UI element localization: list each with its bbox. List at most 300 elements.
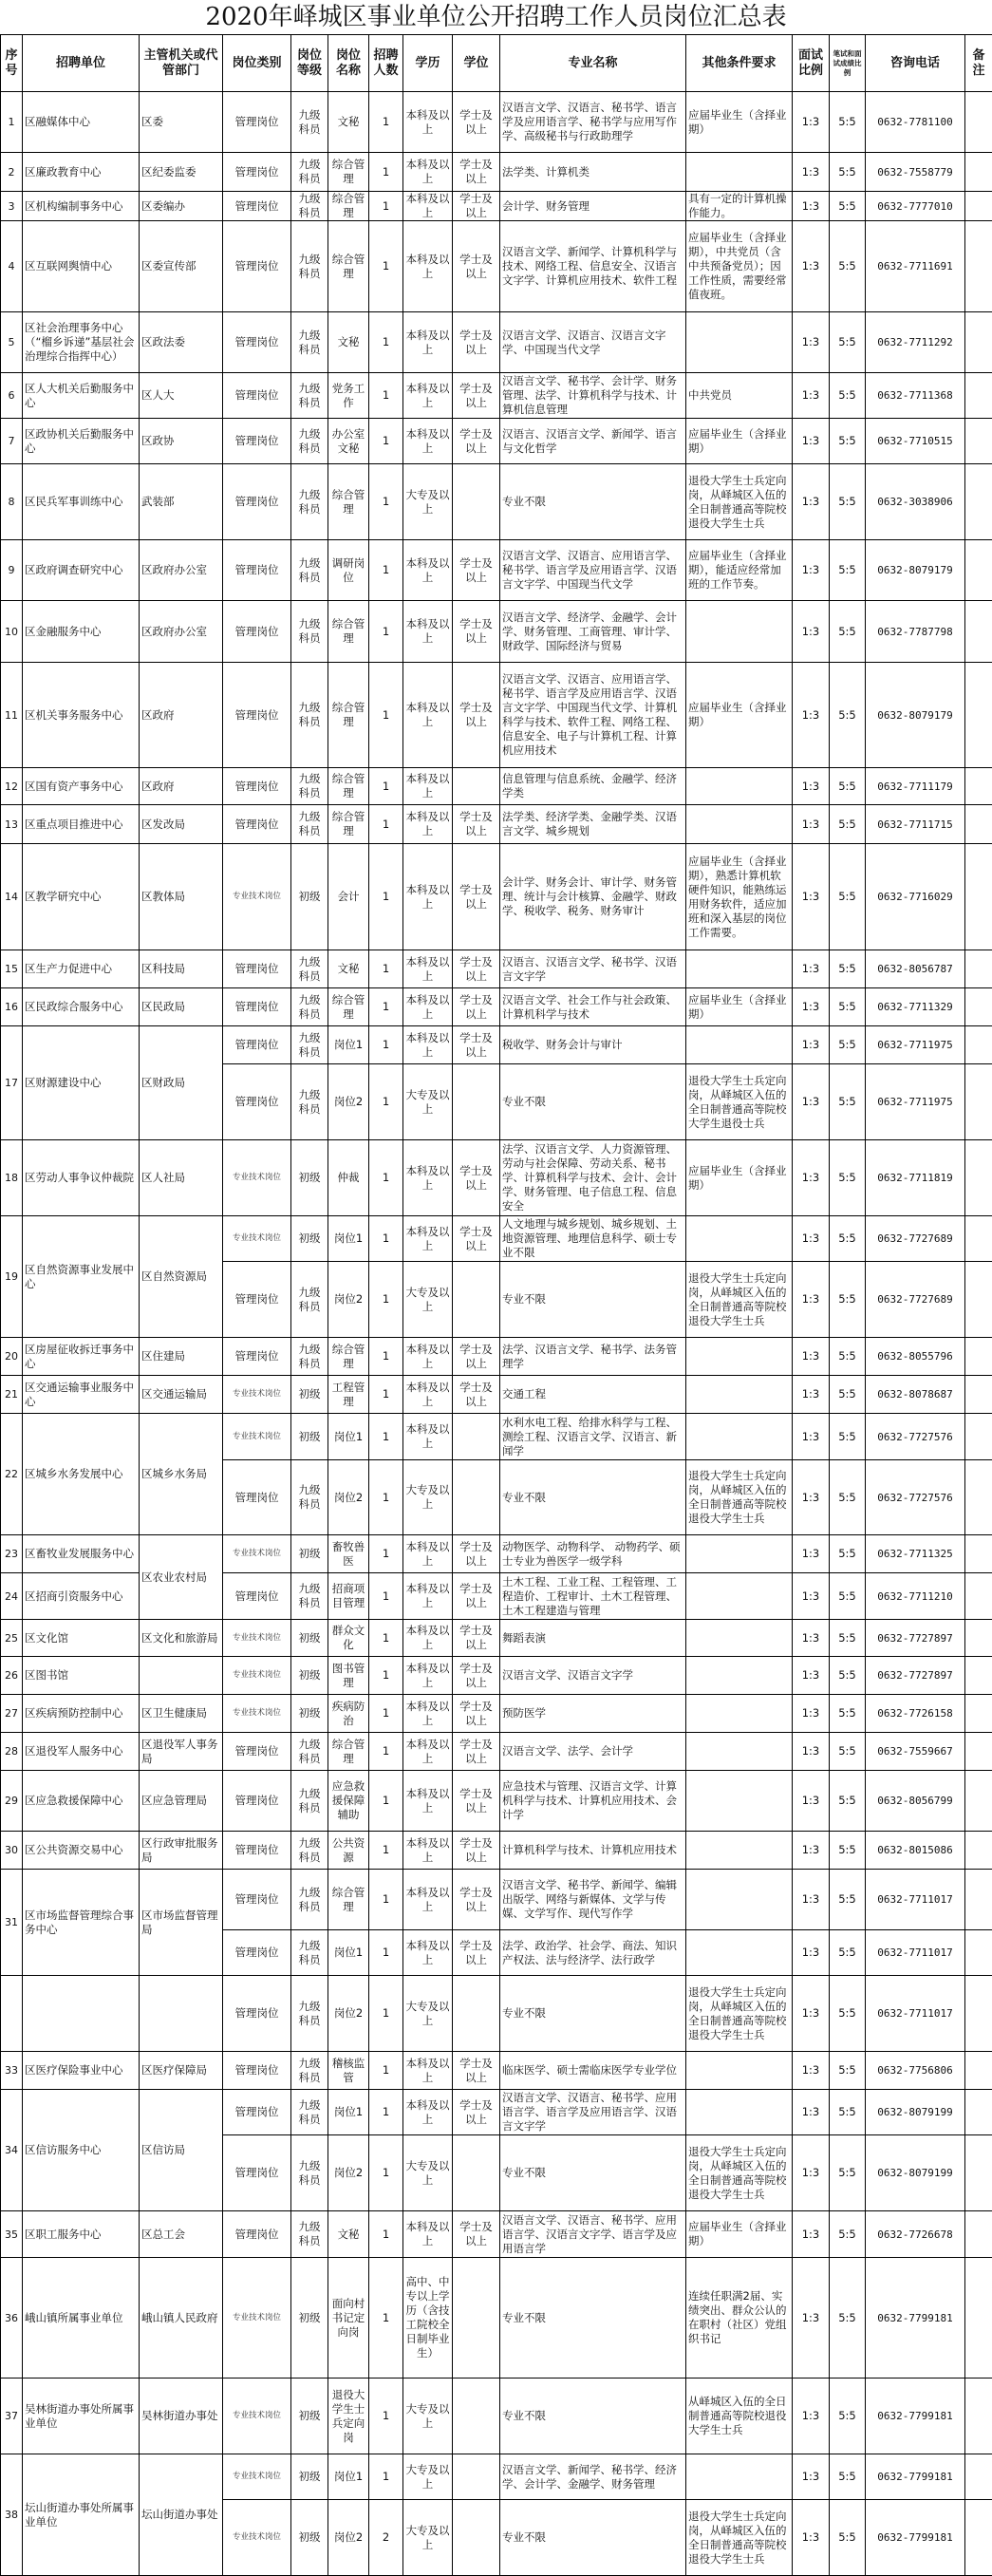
weight-cell: 5:5 — [830, 2379, 866, 2454]
degree-cell: 学士及以上 — [453, 1870, 500, 1930]
other-cell: 应届毕业生（含择业期） — [686, 92, 793, 153]
grade-cell: 九级科员 — [291, 663, 328, 768]
count-cell: 1 — [369, 1338, 403, 1376]
degree-cell — [453, 768, 500, 805]
type-cell: 管理岗位 — [223, 2052, 291, 2090]
other-cell — [686, 1771, 793, 1832]
major-cell: 专业不限 — [500, 1262, 686, 1338]
degree-cell — [453, 2379, 500, 2454]
phone-cell: 0632-7710515 — [866, 419, 965, 464]
type-cell: 管理岗位 — [223, 768, 291, 805]
count-cell: 1 — [369, 2052, 403, 2090]
edu-cell: 本科及以上 — [403, 1535, 453, 1573]
other-cell: 退役大学生士兵定向岗，从峄城区入伍的全日制普通高等院校退役大学生士兵 — [686, 2500, 793, 2576]
unit-cell: 区交通运输事业服务中心 — [23, 1376, 140, 1414]
dept-cell: 区教体局 — [140, 844, 223, 950]
dept-cell — [140, 1976, 223, 2052]
edu-cell: 本科及以上 — [403, 844, 453, 950]
count-cell: 1 — [369, 1930, 403, 1976]
type-cell: 管理岗位 — [223, 1026, 291, 1064]
weight-cell: 5:5 — [830, 2454, 866, 2500]
phone-cell: 0632-7711975 — [866, 1064, 965, 1140]
other-cell — [686, 312, 793, 373]
post-cell: 岗位1 — [328, 1026, 369, 1064]
other-cell — [686, 2454, 793, 2500]
phone-cell: 0632-7799181 — [866, 2454, 965, 2500]
grade-cell: 九级科员 — [291, 1771, 328, 1832]
edu-cell: 本科及以上 — [403, 1930, 453, 1976]
ratio-cell: 1:3 — [793, 1460, 830, 1535]
other-cell: 从峄城区入伍的全日制普通高等院校退役大学生士兵 — [686, 2379, 793, 2454]
major-cell: 会计学、财务会计、审计学、财务管理、统计与会计核算、金融学、财政学、税收学、税务、财务审计 — [500, 844, 686, 950]
count-cell: 1 — [369, 1140, 403, 1216]
table-row — [1, 1140, 992, 1216]
dept-cell: 区政府 — [140, 768, 223, 805]
post-cell: 岗位2 — [328, 2135, 369, 2211]
unit-cell: 区财源建设中心 — [23, 1026, 140, 1140]
seq-cell: 22 — [1, 1414, 23, 1535]
type-cell: 管理岗位 — [223, 988, 291, 1026]
degree-cell: 学士及以上 — [453, 92, 500, 153]
unit-cell: 区社会治理事务中心（“榴乡诉递”基层社会治理综合指挥中心） — [23, 312, 140, 373]
type-cell: 专业技术岗位 — [223, 1695, 291, 1733]
type-cell: 管理岗位 — [223, 663, 291, 768]
other-cell: 应届毕业生（含择业期） — [686, 1140, 793, 1216]
ratio-cell: 1:3 — [793, 1376, 830, 1414]
phone-cell: 0632-7711368 — [866, 373, 965, 419]
edu-cell: 本科及以上 — [403, 1771, 453, 1832]
weight-cell: 5:5 — [830, 2500, 866, 2576]
count-cell: 1 — [369, 805, 403, 844]
edu-cell: 本科及以上 — [403, 988, 453, 1026]
grade-cell: 初级 — [291, 2454, 328, 2500]
seq-cell: 9 — [1, 540, 23, 601]
seq-cell: 10 — [1, 601, 23, 663]
dept-cell: 区政法委 — [140, 312, 223, 373]
ratio-cell: 1:3 — [793, 1338, 830, 1376]
phone-cell: 0632-8056799 — [866, 1771, 965, 1832]
type-cell: 专业技术岗位 — [223, 2379, 291, 2454]
ratio-cell: 1:3 — [793, 1976, 830, 2052]
seq-cell: 25 — [1, 1620, 23, 1657]
type-cell: 管理岗位 — [223, 2135, 291, 2211]
degree-cell: 学士及以上 — [453, 2090, 500, 2135]
seq-cell: 4 — [1, 221, 23, 312]
other-cell — [686, 1414, 793, 1460]
other-cell — [686, 1216, 793, 1262]
edu-cell: 本科及以上 — [403, 1733, 453, 1771]
ratio-cell: 1:3 — [793, 1573, 830, 1620]
other-cell — [686, 1733, 793, 1771]
phone-cell: 0632-7711329 — [866, 988, 965, 1026]
grade-cell: 初级 — [291, 2500, 328, 2576]
seq-cell: 38 — [1, 2454, 23, 2576]
post-cell: 岗位1 — [328, 1930, 369, 1976]
header-unit: 招聘单位 — [23, 35, 140, 92]
other-cell: 应届毕业生（含择业期） — [686, 663, 793, 768]
dept-cell: 区应急管理局 — [140, 1771, 223, 1832]
ratio-cell: 1:3 — [793, 1216, 830, 1262]
seq-cell: 17 — [1, 1026, 23, 1140]
major-cell: 汉语言、汉语言文学、秘书学、汉语言文字学 — [500, 950, 686, 988]
dept-cell: 区人社局 — [140, 1140, 223, 1216]
note-cell — [965, 221, 992, 312]
post-cell: 岗位1 — [328, 2090, 369, 2135]
post-cell: 调研岗位 — [328, 540, 369, 601]
weight-cell: 5:5 — [830, 1573, 866, 1620]
unit-cell: 区政协机关后勤服务中心 — [23, 419, 140, 464]
count-cell: 1 — [369, 2090, 403, 2135]
note-cell — [965, 1976, 992, 2052]
other-cell — [686, 950, 793, 988]
phone-cell: 0632-8079199 — [866, 2135, 965, 2211]
major-cell: 专业不限 — [500, 464, 686, 540]
weight-cell: 5:5 — [830, 1695, 866, 1733]
ratio-cell: 1:3 — [793, 1771, 830, 1832]
other-cell — [686, 768, 793, 805]
seq-cell: 15 — [1, 950, 23, 988]
type-cell: 管理岗位 — [223, 1832, 291, 1870]
grade-cell: 九级科员 — [291, 1976, 328, 2052]
type-cell: 管理岗位 — [223, 1338, 291, 1376]
dept-cell: 区文化和旅游局 — [140, 1620, 223, 1657]
grade-cell: 初级 — [291, 1695, 328, 1733]
header-phone: 咨询电话 — [866, 35, 965, 92]
count-cell: 1 — [369, 540, 403, 601]
header-seq: 序号 — [1, 35, 23, 92]
post-cell: 综合管理 — [328, 464, 369, 540]
edu-cell: 本科及以上 — [403, 1870, 453, 1930]
count-cell: 1 — [369, 844, 403, 950]
seq-cell: 29 — [1, 1771, 23, 1832]
grade-cell: 九级科员 — [291, 1832, 328, 1870]
grade-cell: 九级科员 — [291, 2052, 328, 2090]
seq-cell: 12 — [1, 768, 23, 805]
degree-cell: 学士及以上 — [453, 805, 500, 844]
edu-cell: 本科及以上 — [403, 2090, 453, 2135]
phone-cell: 0632-7777010 — [866, 192, 965, 221]
dept-cell: 区政府 — [140, 663, 223, 768]
weight-cell: 5:5 — [830, 1976, 866, 2052]
post-cell: 退役大学生士兵定向岗 — [328, 2379, 369, 2454]
table-row — [1, 1026, 992, 1064]
count-cell: 1 — [369, 373, 403, 419]
edu-cell: 大专及以上 — [403, 1460, 453, 1535]
count-cell: 1 — [369, 1976, 403, 2052]
edu-cell: 大专及以上 — [403, 1064, 453, 1140]
other-cell — [686, 2090, 793, 2135]
grade-cell: 九级科员 — [291, 221, 328, 312]
major-cell: 专业不限 — [500, 1460, 686, 1535]
edu-cell: 本科及以上 — [403, 2211, 453, 2258]
grade-cell: 初级 — [291, 1535, 328, 1573]
weight-cell: 5:5 — [830, 805, 866, 844]
degree-cell: 学士及以上 — [453, 312, 500, 373]
unit-cell: 区应急救援保障中心 — [23, 1771, 140, 1832]
phone-cell: 0632-7711179 — [866, 768, 965, 805]
type-cell: 管理岗位 — [223, 1733, 291, 1771]
major-cell: 汉语言文学、社会工作与社会政策、计算机科学与技术 — [500, 988, 686, 1026]
seq-cell: 20 — [1, 1338, 23, 1376]
type-cell: 管理岗位 — [223, 221, 291, 312]
unit-cell: 吴林街道办事处所属事业单位 — [23, 2379, 140, 2454]
type-cell: 专业技术岗位 — [223, 2500, 291, 2576]
weight-cell: 5:5 — [830, 1657, 866, 1695]
seq-cell: 3 — [1, 192, 23, 221]
seq-cell: 35 — [1, 2211, 23, 2258]
edu-cell: 本科及以上 — [403, 1140, 453, 1216]
seq-cell: 34 — [1, 2090, 23, 2211]
phone-cell: 0632-7711017 — [866, 1976, 965, 2052]
note-cell — [965, 419, 992, 464]
phone-cell: 0632-7559667 — [866, 1733, 965, 1771]
other-cell: 应届毕业生（含择业期） — [686, 988, 793, 1026]
degree-cell: 学士及以上 — [453, 1026, 500, 1064]
type-cell: 管理岗位 — [223, 601, 291, 663]
phone-cell: 0632-7727897 — [866, 1657, 965, 1695]
other-cell: 应届毕业生（含择业期），熟悉计算机软硬件知识，能熟练运用财务软件，适应加班和深入基层的岗位工作需要。 — [686, 844, 793, 950]
degree-cell: 学士及以上 — [453, 988, 500, 1026]
weight-cell: 5:5 — [830, 663, 866, 768]
note-cell — [965, 2258, 992, 2379]
degree-cell: 学士及以上 — [453, 2052, 500, 2090]
post-cell: 文秘 — [328, 2211, 369, 2258]
weight-cell: 5:5 — [830, 1832, 866, 1870]
degree-cell — [453, 1064, 500, 1140]
post-cell: 群众文化 — [328, 1620, 369, 1657]
post-cell: 岗位2 — [328, 2500, 369, 2576]
post-cell: 岗位2 — [328, 1064, 369, 1140]
table-row — [1, 2379, 992, 2454]
note-cell — [965, 464, 992, 540]
post-cell: 招商项目管理 — [328, 1573, 369, 1620]
note-cell — [965, 373, 992, 419]
degree-cell: 学士及以上 — [453, 1832, 500, 1870]
major-cell: 法学、汉语言文学、人力资源管理、劳动与社会保障、劳动关系、秘书学、计算机科学与技术、会计、会计学、财务管理、电子信息工程、信息安全 — [500, 1140, 686, 1216]
ratio-cell: 1:3 — [793, 601, 830, 663]
note-cell — [965, 1140, 992, 1216]
degree-cell: 学士及以上 — [453, 1338, 500, 1376]
major-cell: 汉语言文学、汉语言、秘书学、语言学及应用语言学、秘书学与应用写作学、高级秘书与行政助理学 — [500, 92, 686, 153]
degree-cell: 学士及以上 — [453, 1930, 500, 1976]
dept-cell: 区科技局 — [140, 950, 223, 988]
page-title: 2020年峄城区事业单位公开招聘工作人员岗位汇总表 — [205, 3, 787, 31]
count-cell: 1 — [369, 2379, 403, 2454]
major-cell: 汉语言文学、汉语言、应用语言学、秘书学、语言学及应用语言学、汉语言文字学、中国现当代文学 — [500, 540, 686, 601]
unit-cell: 区医疗保险事业中心 — [23, 2052, 140, 2090]
table-row — [1, 768, 992, 805]
seq-cell: 33 — [1, 2052, 23, 2090]
phone-cell: 0632-7787798 — [866, 601, 965, 663]
table-row — [1, 2211, 992, 2258]
edu-cell: 本科及以上 — [403, 768, 453, 805]
table-row — [1, 805, 992, 844]
degree-cell — [453, 2135, 500, 2211]
phone-cell: 0632-7711017 — [866, 1930, 965, 1976]
note-cell — [965, 1771, 992, 1832]
major-cell: 汉语言文学、秘书学、会计学、财务管理、法学、计算机科学与技术、计算机信息管理 — [500, 373, 686, 419]
weight-cell: 5:5 — [830, 2090, 866, 2135]
grade-cell: 九级科员 — [291, 92, 328, 153]
major-cell: 汉语言文学、汉语言、汉语言文字学、中国现当代文学 — [500, 312, 686, 373]
major-cell: 汉语言文学、经济学、金融学、会计学、财务管理、工商管理、审计学、财政学、国际经济与贸易 — [500, 601, 686, 663]
note-cell — [965, 2211, 992, 2258]
type-cell: 专业技术岗位 — [223, 844, 291, 950]
grade-cell: 九级科员 — [291, 312, 328, 373]
other-cell — [686, 1338, 793, 1376]
seq-cell: 6 — [1, 373, 23, 419]
dept-cell: 区市场监督管理局 — [140, 1870, 223, 1976]
weight-cell: 5:5 — [830, 192, 866, 221]
count-cell: 1 — [369, 2454, 403, 2500]
other-cell — [686, 1573, 793, 1620]
edu-cell: 本科及以上 — [403, 1832, 453, 1870]
major-cell: 专业不限 — [500, 2500, 686, 2576]
table-row — [1, 1338, 992, 1376]
degree-cell: 学士及以上 — [453, 844, 500, 950]
note-cell — [965, 1573, 992, 1620]
type-cell: 管理岗位 — [223, 92, 291, 153]
seq-cell: 5 — [1, 312, 23, 373]
ratio-cell: 1:3 — [793, 2500, 830, 2576]
ratio-cell: 1:3 — [793, 2135, 830, 2211]
ratio-cell: 1:3 — [793, 1064, 830, 1140]
edu-cell: 本科及以上 — [403, 950, 453, 988]
type-cell: 专业技术岗位 — [223, 1657, 291, 1695]
count-cell: 1 — [369, 1832, 403, 1870]
dept-cell: 区行政审批服务局 — [140, 1832, 223, 1870]
ratio-cell: 1:3 — [793, 1414, 830, 1460]
degree-cell — [453, 1262, 500, 1338]
header-dept: 主管机关或代管部门 — [140, 35, 223, 92]
header-post: 岗位名称 — [328, 35, 369, 92]
phone-cell: 0632-7781100 — [866, 92, 965, 153]
table-row — [1, 1376, 992, 1414]
major-cell: 土木工程、工业工程、工程管理、工程造价、工程审计、土木工程管理、土木工程建造与管理 — [500, 1573, 686, 1620]
dept-cell: 区发改局 — [140, 805, 223, 844]
unit-cell: 区招商引资服务中心 — [23, 1573, 140, 1620]
unit-cell: 区国有资产事务中心 — [23, 768, 140, 805]
seq-cell: 8 — [1, 464, 23, 540]
unit-cell — [23, 1976, 140, 2052]
seq-cell: 16 — [1, 988, 23, 1026]
unit-cell: 区金融服务中心 — [23, 601, 140, 663]
major-cell: 专业不限 — [500, 2258, 686, 2379]
ratio-cell: 1:3 — [793, 221, 830, 312]
ratio-cell: 1:3 — [793, 805, 830, 844]
dept-cell: 区住建局 — [140, 1338, 223, 1376]
grade-cell: 初级 — [291, 1376, 328, 1414]
other-cell — [686, 1535, 793, 1573]
edu-cell: 大专及以上 — [403, 2379, 453, 2454]
other-cell — [686, 1930, 793, 1976]
count-cell: 1 — [369, 1620, 403, 1657]
note-cell — [965, 768, 992, 805]
note-cell — [965, 2135, 992, 2211]
note-cell — [965, 1657, 992, 1695]
other-cell — [686, 1832, 793, 1870]
count-cell: 1 — [369, 1414, 403, 1460]
post-cell: 仲裁 — [328, 1140, 369, 1216]
seq-cell: 37 — [1, 2379, 23, 2454]
note-cell — [965, 153, 992, 192]
post-cell: 岗位1 — [328, 2454, 369, 2500]
weight-cell: 5:5 — [830, 844, 866, 950]
degree-cell — [453, 2500, 500, 2576]
other-cell: 应届毕业生（含择业期） — [686, 2211, 793, 2258]
unit-cell: 区劳动人事争议仲裁院 — [23, 1140, 140, 1216]
major-cell: 汉语言文学、法学、会计学 — [500, 1733, 686, 1771]
degree-cell: 学士及以上 — [453, 1620, 500, 1657]
phone-cell: 0632-7558779 — [866, 153, 965, 192]
phone-cell: 0632-8079199 — [866, 2090, 965, 2135]
dept-cell: 区政府办公室 — [140, 601, 223, 663]
major-cell: 信息管理与信息系统、金融学、经济学类 — [500, 768, 686, 805]
degree-cell: 学士及以上 — [453, 1733, 500, 1771]
phone-cell: 0632-7711819 — [866, 1140, 965, 1216]
grade-cell: 九级科员 — [291, 768, 328, 805]
type-cell: 管理岗位 — [223, 464, 291, 540]
dept-cell: 区城乡水务局 — [140, 1414, 223, 1535]
type-cell: 专业技术岗位 — [223, 1140, 291, 1216]
seq-cell: 21 — [1, 1376, 23, 1414]
major-cell: 汉语言文学、汉语言、应用语言学、秘书学、语言学及应用语言学、汉语言文字学、中国现当代文学、计算机科学与技术、软件工程、网络工程、信息安全、电子与计算机工程、计算机应用技术 — [500, 663, 686, 768]
seq-cell — [1, 1976, 23, 2052]
edu-cell: 本科及以上 — [403, 312, 453, 373]
weight-cell: 5:5 — [830, 464, 866, 540]
header-type: 岗位类别 — [223, 35, 291, 92]
type-cell: 管理岗位 — [223, 192, 291, 221]
dept-cell: 区医疗保障局 — [140, 2052, 223, 2090]
weight-cell: 5:5 — [830, 1376, 866, 1414]
edu-cell: 本科及以上 — [403, 419, 453, 464]
dept-cell: 区退役军人事务局 — [140, 1733, 223, 1771]
seq-cell: 7 — [1, 419, 23, 464]
count-cell: 1 — [369, 312, 403, 373]
type-cell: 专业技术岗位 — [223, 1535, 291, 1573]
seq-cell: 30 — [1, 1832, 23, 1870]
major-cell: 预防医学 — [500, 1695, 686, 1733]
count-cell: 1 — [369, 2211, 403, 2258]
grade-cell: 九级科员 — [291, 1573, 328, 1620]
note-cell — [965, 844, 992, 950]
post-cell: 综合管理 — [328, 192, 369, 221]
edu-cell: 本科及以上 — [403, 601, 453, 663]
degree-cell: 学士及以上 — [453, 373, 500, 419]
count-cell: 1 — [369, 464, 403, 540]
phone-cell: 0632-7711691 — [866, 221, 965, 312]
table-row — [1, 2090, 992, 2135]
table-row — [1, 540, 992, 601]
header-weight: 笔试和面试成绩比例 — [830, 35, 866, 92]
major-cell: 法学类、计算机类 — [500, 153, 686, 192]
dept-cell: 吴林街道办事处 — [140, 2379, 223, 2454]
edu-cell: 大专及以上 — [403, 2454, 453, 2500]
table-row — [1, 1535, 992, 1573]
degree-cell — [453, 2454, 500, 2500]
type-cell: 管理岗位 — [223, 2090, 291, 2135]
grade-cell: 九级科员 — [291, 805, 328, 844]
note-cell — [965, 805, 992, 844]
dept-cell: 区委 — [140, 92, 223, 153]
note-cell — [965, 2090, 992, 2135]
phone-cell: 0632-7716029 — [866, 844, 965, 950]
post-cell: 公共资源 — [328, 1832, 369, 1870]
grade-cell: 初级 — [291, 1216, 328, 1262]
weight-cell: 5:5 — [830, 2258, 866, 2379]
edu-cell: 本科及以上 — [403, 1657, 453, 1695]
seq-cell: 28 — [1, 1733, 23, 1771]
